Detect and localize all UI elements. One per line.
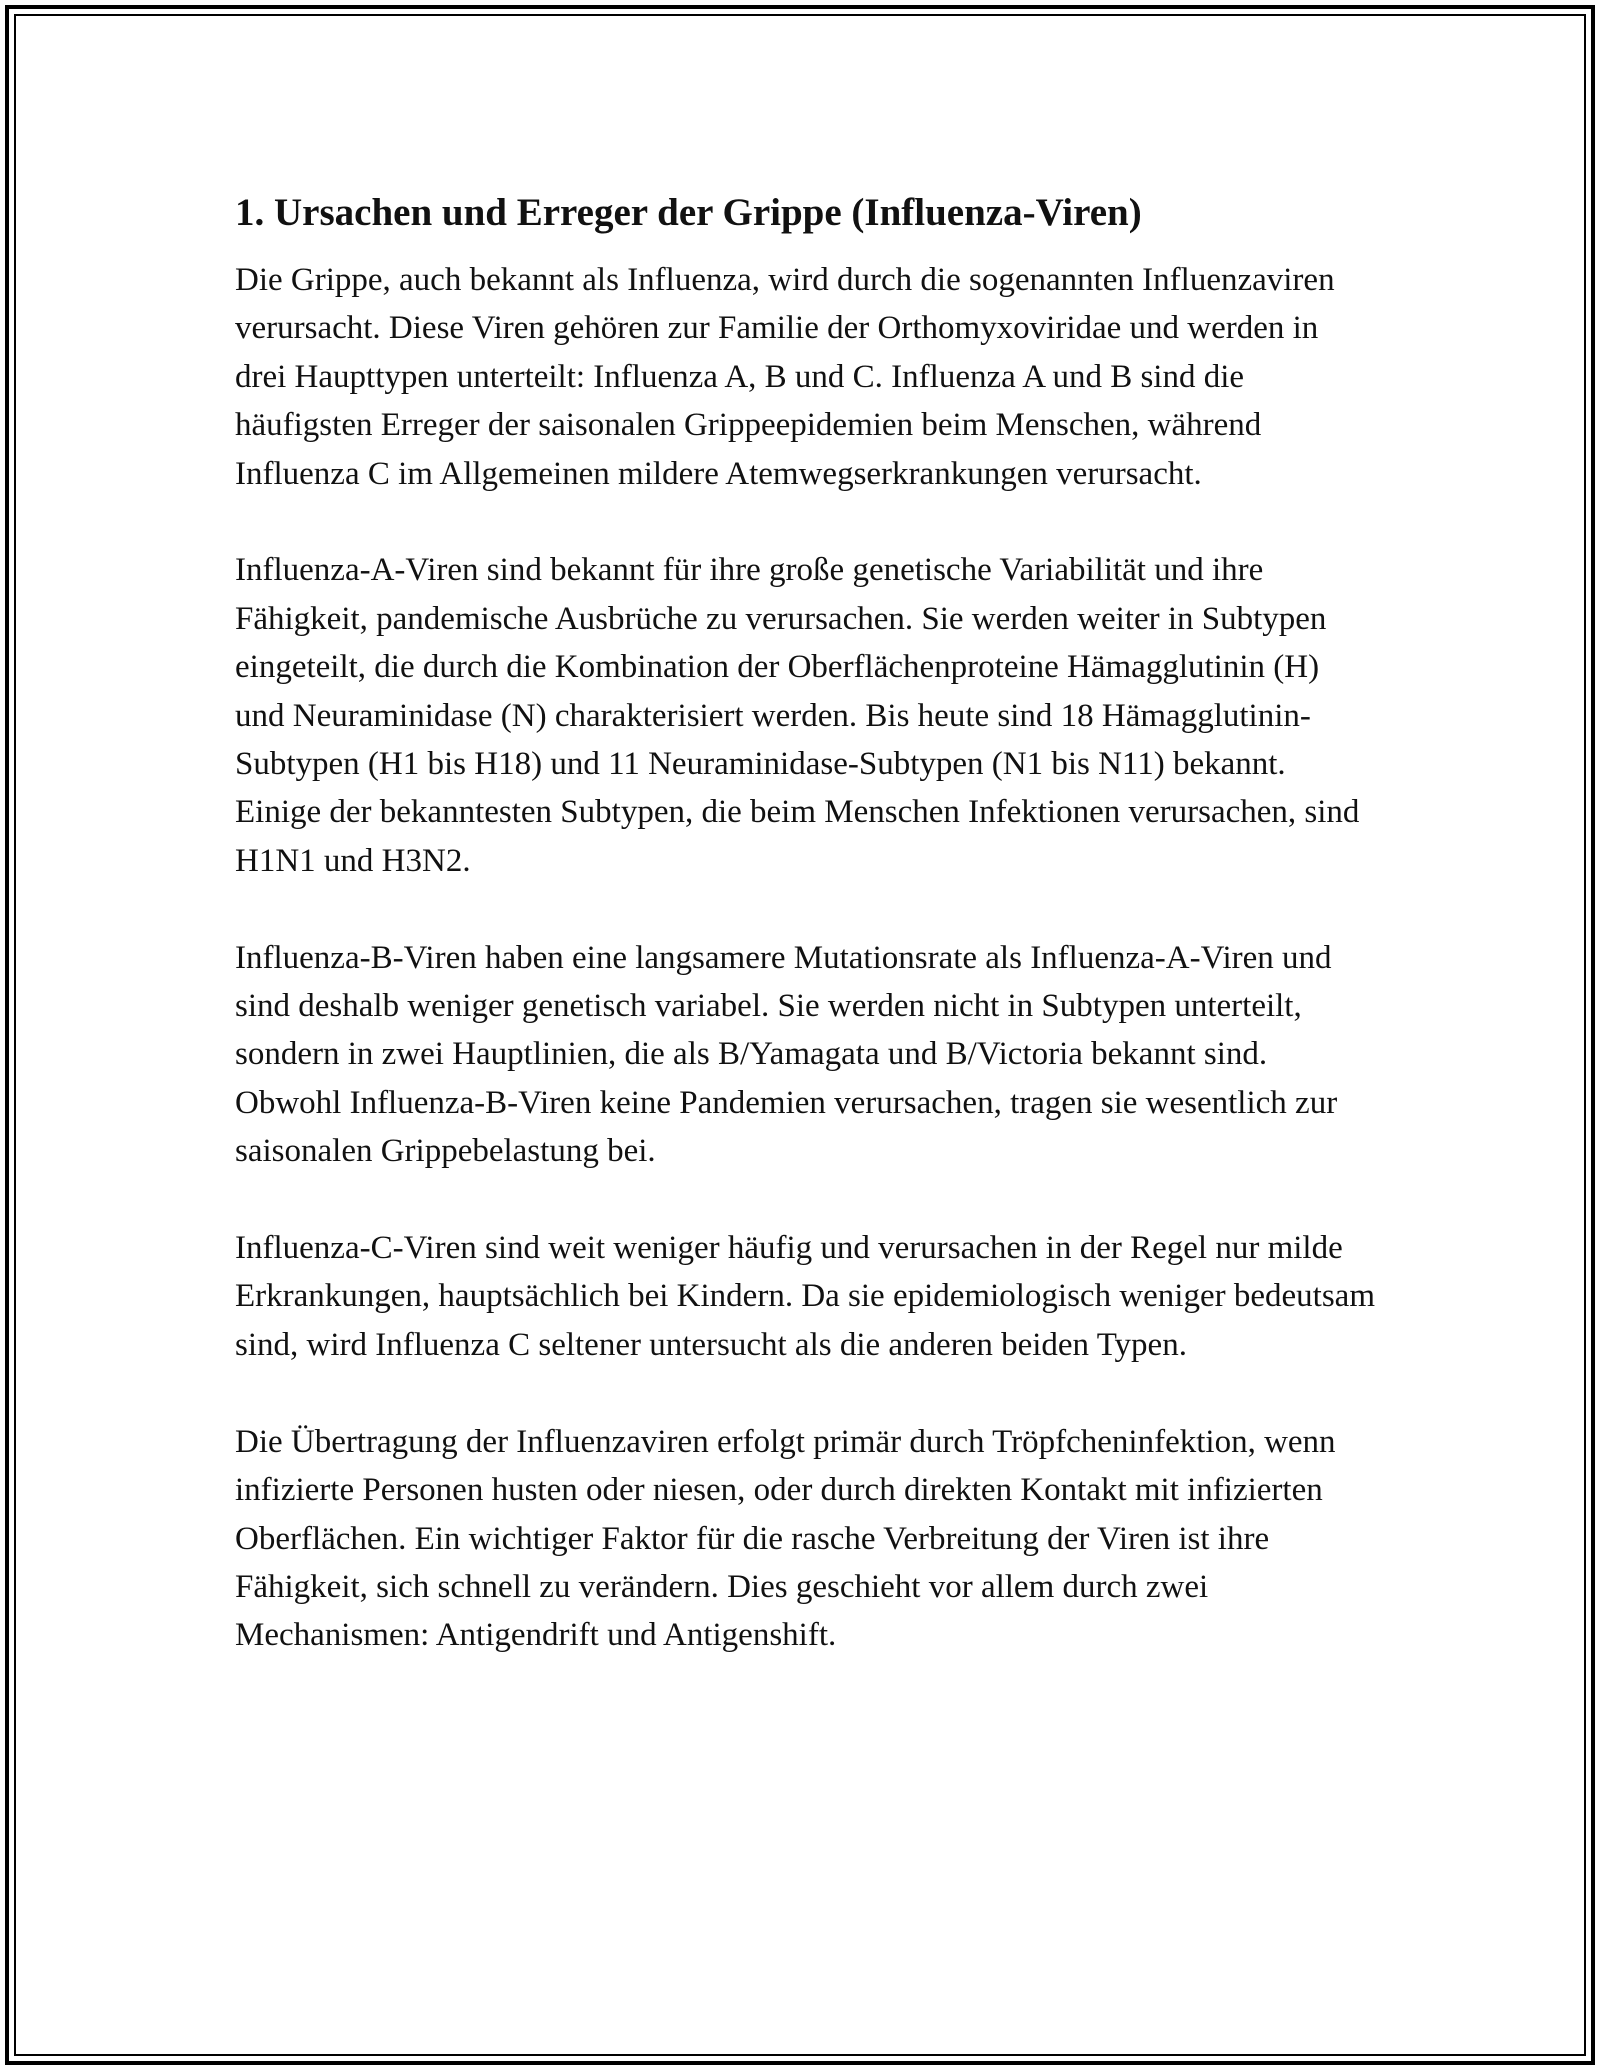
paragraph-influenza-a: Influenza-A-Viren sind bekannt für ihre große genetische Variabilität und ihre Fähigkeit, pandemische Ausbrüche zu verursachen. Sie werden weiter in Subtypen eingeteilt, die durch die Kombination der Oberflächenproteine Hämagglutinin (H) und Neuraminidase (N) charakterisiert werden. Bis heute sind 18 Hämagglutinin-Subtypen (H1 bis H18) und 11 Neuraminidase-Subtypen (N1 bis N11) bekannt. Einige der bekanntesten Subtypen, die beim Menschen Infektionen verursachen, sind H1N1 und H3N2.	[235, 552, 1360, 879]
section-heading: 1. Ursachen und Erreger der Grippe (Influenza-Viren)	[235, 191, 1142, 234]
document-body	[235, 184, 1375, 1660]
paragraph-influenza-c: Influenza-C-Viren sind weit weniger häufig und verursachen in der Regel nur milde Erkrankungen, hauptsächlich bei Kindern. Da sie epidemiologisch weniger bedeutsam sind, wird Influenza C seltener untersucht als die anderen beiden Typen.	[235, 1230, 1375, 1363]
paragraph-influenza-b: Influenza-B-Viren haben eine langsamere Mutationsrate als Influenza-A-Viren und sind deshalb weniger genetisch variabel. Sie werden nicht in Subtypen unterteilt, sondern in zwei Hauptlinien, die als B/Yamagata und B/Victoria bekannt sind. Obwohl Influenza-B-Viren keine Pandemien verursachen, tragen sie wesentlich zur saisonalen Grippebelastung bei.	[235, 939, 1338, 1170]
paragraph-transmission: Die Übertragung der Influenzaviren erfolgt primär durch Tröpfcheninfektion, wenn infizierte Personen husten oder niesen, oder durch direkten Kontakt mit infizierten Oberflächen. Ein wichtiger Faktor für die rasche Verbreitung der Viren ist ihre Fähigkeit, sich schnell zu verändern. Dies geschieht vor allem durch zwei Mechanismen: Antigendrift und Antigenshift.	[235, 1423, 1336, 1654]
paragraph-causes-intro: Die Grippe, auch bekannt als Influenza, wird durch die sogenannten Influenzaviren verursacht. Diese Viren gehören zur Familie der Orthomyxoviridae und werden in drei Haupttypen unterteilt: Influenza A, B und C. Influenza A und B sind die häufigsten Erreger der saisonalen Grippeepidemien beim Menschen, während Influenza C im Allgemeinen mildere Atemwegserkrankungen verursacht.	[235, 262, 1335, 492]
